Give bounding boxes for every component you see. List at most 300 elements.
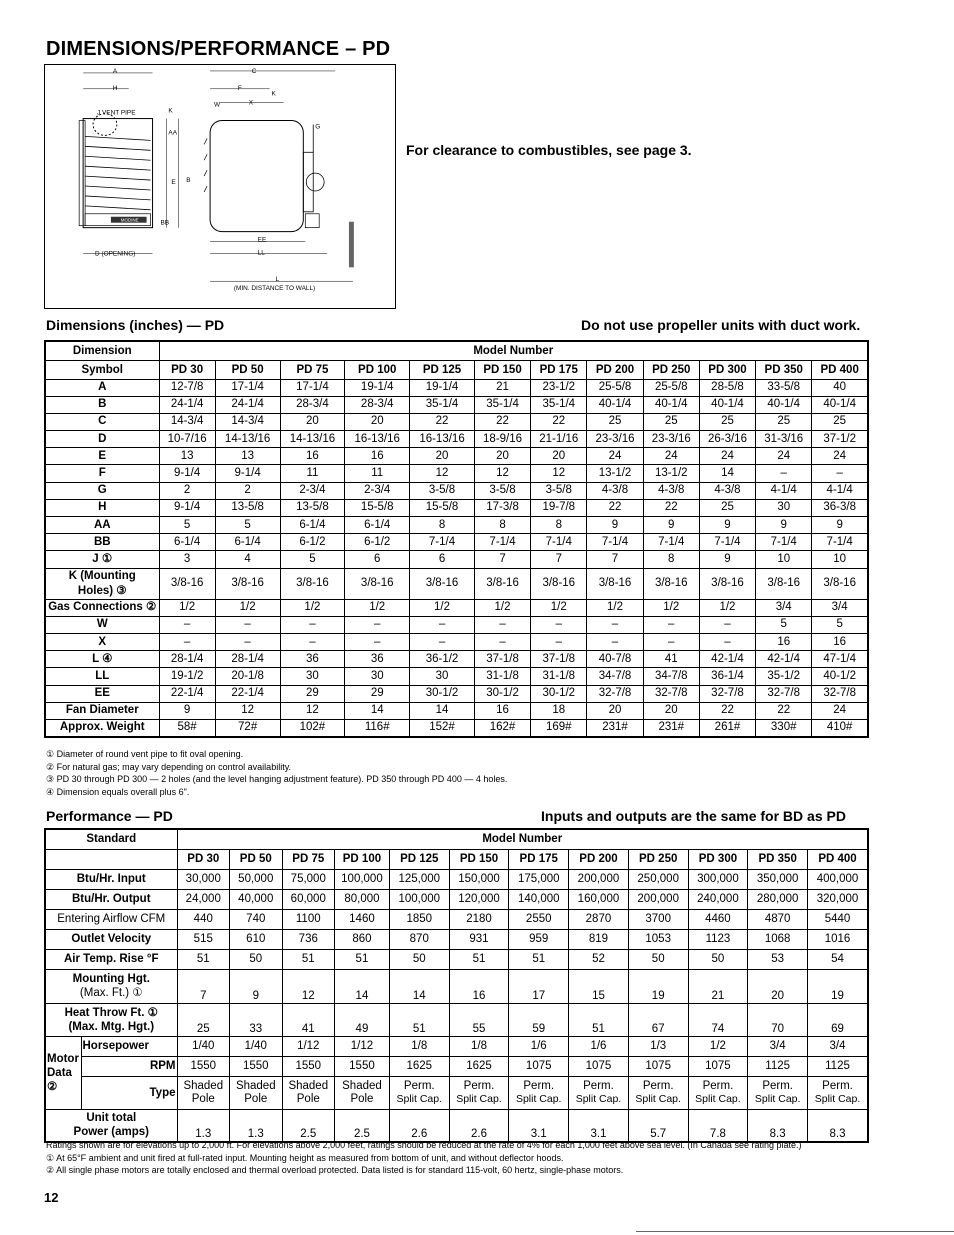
- table-cell: 40-7/8: [587, 651, 643, 668]
- table-cell: 20: [410, 448, 475, 465]
- table-cell: 4-1/4: [812, 482, 868, 499]
- perf-blank-head: [45, 849, 177, 869]
- dims-model-header: PD 250: [643, 360, 699, 379]
- table-cell: 14-13/16: [280, 431, 345, 448]
- row-label-line2: (Max. Mtg. Hgt.): [68, 1020, 155, 1033]
- table-cell: 860: [335, 929, 390, 949]
- table-cell: 3.1: [509, 1109, 569, 1142]
- table-cell: 3/4: [808, 1036, 868, 1056]
- row-label: BB: [45, 534, 159, 551]
- table-cell: 19: [808, 969, 868, 1003]
- table-row: [45, 448, 868, 465]
- table-cell: 13: [159, 448, 215, 465]
- table-cell: 13-5/8: [280, 499, 345, 516]
- table-cell: 40-1/2: [812, 668, 868, 685]
- table-cell: 24-1/4: [159, 396, 215, 413]
- row-label: [45, 949, 177, 969]
- table-cell: 59: [509, 1003, 569, 1036]
- type-line2: Split Cap.: [456, 1092, 502, 1105]
- table-row: [45, 568, 868, 599]
- table-cell: 400,000: [808, 869, 868, 889]
- table-cell: 1/2: [699, 599, 755, 616]
- type-line2: Split Cap.: [754, 1092, 801, 1105]
- table-cell: –: [531, 616, 587, 633]
- table-cell: 7-1/4: [410, 534, 475, 551]
- table-cell: 50: [230, 949, 283, 969]
- perf-heading-right: Inputs and outputs are the same for BD as PD: [541, 808, 846, 824]
- table-cell: 1/2: [215, 599, 280, 616]
- table-cell: –: [699, 616, 755, 633]
- table-cell: 32-7/8: [699, 685, 755, 702]
- perf-standard: Standard: [45, 829, 177, 849]
- table-cell: –: [474, 616, 530, 633]
- diagram-label-k2: K: [271, 90, 276, 98]
- table-cell: 51: [509, 949, 569, 969]
- row-label: A: [45, 379, 159, 396]
- table-cell: 1/40: [177, 1036, 230, 1056]
- table-cell: 7-1/4: [756, 534, 812, 551]
- table-cell: 959: [509, 929, 569, 949]
- table-cell: 72#: [215, 719, 280, 736]
- table-cell: 24: [587, 448, 643, 465]
- table-cell: 15: [569, 969, 629, 1003]
- row-label: J ①: [45, 551, 159, 568]
- table-cell: [389, 1076, 449, 1109]
- perf-model-header: PD 300: [688, 849, 748, 869]
- table-cell: 7-1/4: [474, 534, 530, 551]
- table-cell: 15-5/8: [345, 499, 410, 516]
- table-cell: 6-1/4: [215, 534, 280, 551]
- table-row: [45, 889, 868, 909]
- table-cell: 16: [812, 633, 868, 650]
- table-row: [45, 517, 868, 534]
- table-cell: 8: [410, 517, 475, 534]
- table-cell: 610: [230, 929, 283, 949]
- footnote: ④ Dimension equals overall plus 6".: [46, 786, 190, 797]
- row-label-line1: Mounting Hgt.: [72, 973, 150, 985]
- type-line1: Perm.: [523, 1079, 555, 1092]
- table-cell: 14-3/4: [215, 413, 280, 430]
- row-label-line1: Unit total: [86, 1112, 137, 1125]
- table-cell: 1625: [389, 1056, 449, 1076]
- table-cell: 2: [159, 482, 215, 499]
- diagram-label-min: (MIN. DISTANCE TO WALL): [233, 285, 316, 293]
- table-cell: 20-1/8: [215, 668, 280, 685]
- table-cell: 1.3: [230, 1109, 283, 1142]
- table-cell: 22-1/4: [215, 685, 280, 702]
- table-row: [45, 1036, 868, 1056]
- table-cell: 36: [280, 651, 345, 668]
- table-cell: 3/8-16: [159, 568, 215, 599]
- table-cell: 30-1/2: [410, 685, 475, 702]
- diagram-label-brand: MODINE: [120, 217, 139, 223]
- row-label: Fan Diameter: [45, 702, 159, 719]
- dims-model-header: PD 400: [812, 360, 868, 379]
- table-cell: 9: [756, 517, 812, 534]
- table-cell: 4-3/8: [587, 482, 643, 499]
- footnote: Ratings shown are for elevations up to 2,000 ft. For elevations above 2,000 feet, ratings should be reduced at the rate of 4% for each 1,000 feet above sea level. (In Canada see rating plate.): [46, 1140, 802, 1150]
- table-cell: 19-7/8: [531, 499, 587, 516]
- table-cell: 40-1/4: [587, 396, 643, 413]
- table-cell: 3/8-16: [812, 568, 868, 599]
- perf-model-header: PD 350: [748, 849, 808, 869]
- table-cell: 25: [699, 413, 755, 430]
- row-label-line2: Power (amps): [73, 1126, 149, 1139]
- diagram-label-g: G: [315, 123, 321, 131]
- type-line2: Pole: [350, 1092, 374, 1105]
- table-cell: 10: [812, 551, 868, 568]
- table-row: [45, 668, 868, 685]
- table-cell: 23-1/2: [531, 379, 587, 396]
- row-label-line1: Entering Airflow CFM: [57, 913, 166, 925]
- table-cell: –: [345, 633, 410, 650]
- table-cell: 51: [449, 949, 509, 969]
- table-cell: 21: [474, 379, 530, 396]
- row-label: Horsepower: [81, 1036, 177, 1056]
- table-cell: 1550: [335, 1056, 390, 1076]
- table-cell: 7-1/4: [587, 534, 643, 551]
- table-cell: 16: [345, 448, 410, 465]
- table-cell: 1/2: [474, 599, 530, 616]
- table-cell: 3/8-16: [280, 568, 345, 599]
- table-cell: [748, 1076, 808, 1109]
- table-cell: 36-1/2: [410, 651, 475, 668]
- table-cell: 3/8-16: [643, 568, 699, 599]
- table-cell: 1/12: [335, 1036, 390, 1056]
- table-cell: 22: [643, 499, 699, 516]
- row-label: E: [45, 448, 159, 465]
- type-line2: Split Cap.: [635, 1092, 681, 1105]
- row-label: B: [45, 396, 159, 413]
- table-row: [45, 379, 868, 396]
- table-row: [45, 413, 868, 430]
- table-cell: 9-1/4: [215, 465, 280, 482]
- table-cell: 4: [215, 551, 280, 568]
- table-cell: 12: [531, 465, 587, 482]
- table-cell: 52: [569, 949, 629, 969]
- row-label: Type: [81, 1076, 177, 1109]
- table-cell: 1550: [282, 1056, 335, 1076]
- footnote: ① Diameter of round vent pipe to fit oval opening.: [46, 749, 244, 759]
- row-label: D: [45, 431, 159, 448]
- table-cell: 320,000: [808, 889, 868, 909]
- table-cell: 14-13/16: [215, 431, 280, 448]
- dims-model-header: PD 30: [159, 360, 215, 379]
- table-cell: –: [215, 633, 280, 650]
- type-line2: Split Cap.: [575, 1092, 622, 1105]
- row-label: F: [45, 465, 159, 482]
- table-cell: 440: [177, 909, 230, 929]
- table-cell: 6-1/4: [280, 517, 345, 534]
- table-cell: 1460: [335, 909, 390, 929]
- table-cell: 150,000: [449, 869, 509, 889]
- table-cell: 40,000: [230, 889, 283, 909]
- table-cell: 17-3/8: [474, 499, 530, 516]
- table-cell: 160,000: [569, 889, 629, 909]
- table-cell: –: [474, 633, 530, 650]
- type-line2: Split Cap.: [695, 1092, 741, 1105]
- table-cell: 7.8: [688, 1109, 748, 1142]
- table-cell: 2180: [449, 909, 509, 929]
- table-cell: 67: [628, 1003, 688, 1036]
- table-cell: 31-1/8: [531, 668, 587, 685]
- table-cell: 22: [410, 413, 475, 430]
- table-cell: 5: [812, 616, 868, 633]
- table-cell: 17-1/4: [215, 379, 280, 396]
- table-cell: 47-1/4: [812, 651, 868, 668]
- table-cell: 6-1/2: [345, 534, 410, 551]
- table-cell: 1125: [748, 1056, 808, 1076]
- table-cell: 2-3/4: [280, 482, 345, 499]
- table-row: [45, 685, 868, 702]
- row-label: RPM: [81, 1056, 177, 1076]
- table-cell: 36: [345, 651, 410, 668]
- perf-model-header: PD 200: [569, 849, 629, 869]
- table-cell: 3-5/8: [410, 482, 475, 499]
- table-cell: 4870: [748, 909, 808, 929]
- footnote: ① At 65°F ambient and unit fired at full-rated input. Mounting height as measured from bottom of unit, and without deflector hoods.: [46, 1152, 564, 1163]
- diagram-label-ee: EE: [257, 236, 267, 244]
- table-cell: 50: [688, 949, 748, 969]
- diagram-label-d: D (OPENING): [95, 250, 136, 258]
- table-cell: 3-5/8: [531, 482, 587, 499]
- table-cell: 50: [389, 949, 449, 969]
- row-label: H: [45, 499, 159, 516]
- table-cell: 51: [389, 1003, 449, 1036]
- table-cell: 1/2: [345, 599, 410, 616]
- table-cell: 8.3: [808, 1109, 868, 1142]
- table-cell: 5.7: [628, 1109, 688, 1142]
- table-cell: 25: [756, 413, 812, 430]
- table-cell: 1075: [509, 1056, 569, 1076]
- table-cell: 53: [748, 949, 808, 969]
- table-cell: –: [531, 633, 587, 650]
- footnote: ② All single phase motors are totally enclosed and thermal overload protected. Data listed is for standard 115-volt, 60 hertz, single-phase motors.: [46, 1165, 624, 1175]
- table-cell: 51: [282, 949, 335, 969]
- table-cell: 17-1/4: [280, 379, 345, 396]
- table-cell: 3/8-16: [410, 568, 475, 599]
- table-cell: 30-1/2: [474, 685, 530, 702]
- table-cell: 3/8-16: [474, 568, 530, 599]
- row-label: AA: [45, 517, 159, 534]
- row-label: LL: [45, 668, 159, 685]
- table-row: [45, 551, 868, 568]
- table-cell: 14: [335, 969, 390, 1003]
- row-label: [45, 889, 177, 909]
- table-cell: 14-3/4: [159, 413, 215, 430]
- table-cell: 15-5/8: [410, 499, 475, 516]
- perf-model-header: PD 125: [389, 849, 449, 869]
- table-cell: 25-5/8: [587, 379, 643, 396]
- table-cell: 51: [569, 1003, 629, 1036]
- table-row: [45, 616, 868, 633]
- table-cell: 9-1/4: [159, 465, 215, 482]
- table-cell: 35-1/4: [474, 396, 530, 413]
- table-cell: 29: [345, 685, 410, 702]
- table-cell: 4-3/8: [643, 482, 699, 499]
- table-cell: –: [280, 616, 345, 633]
- table-cell: 1850: [389, 909, 449, 929]
- row-label: X: [45, 633, 159, 650]
- table-row: [45, 534, 868, 551]
- table-cell: 1/2: [280, 599, 345, 616]
- table-row: [45, 969, 868, 1003]
- table-cell: 2870: [569, 909, 629, 929]
- table-cell: 49: [335, 1003, 390, 1036]
- table-cell: 75,000: [282, 869, 335, 889]
- table-cell: 5: [280, 551, 345, 568]
- table-cell: 21: [688, 969, 748, 1003]
- type-line2: Pole: [296, 1092, 320, 1105]
- diagram-label-x: X: [248, 99, 254, 107]
- table-cell: 7-1/4: [531, 534, 587, 551]
- table-cell: 11: [280, 465, 345, 482]
- table-cell: 30: [756, 499, 812, 516]
- table-cell: 3/8-16: [345, 568, 410, 599]
- table-cell: 70: [748, 1003, 808, 1036]
- table-cell: 32-7/8: [587, 685, 643, 702]
- table-cell: 10: [756, 551, 812, 568]
- table-cell: 37-1/2: [812, 431, 868, 448]
- table-cell: [230, 1076, 283, 1109]
- table-cell: 1/2: [643, 599, 699, 616]
- row-label: K (Mounting Holes) ③: [45, 568, 159, 599]
- table-cell: 12: [474, 465, 530, 482]
- diagram-label-l: L: [275, 276, 280, 284]
- table-cell: 7: [177, 969, 230, 1003]
- perf-model-header: PD 150: [449, 849, 509, 869]
- table-cell: 22: [756, 702, 812, 719]
- table-cell: 1/2: [531, 599, 587, 616]
- table-cell: –: [643, 616, 699, 633]
- table-cell: 34-7/8: [587, 668, 643, 685]
- type-line1: Shaded: [342, 1079, 382, 1092]
- table-cell: 20: [474, 448, 530, 465]
- performance-table: [44, 828, 869, 1143]
- table-cell: 3700: [628, 909, 688, 929]
- table-cell: 3/4: [812, 599, 868, 616]
- table-cell: 60,000: [282, 889, 335, 909]
- table-cell: 8: [531, 517, 587, 534]
- table-cell: [335, 1076, 390, 1109]
- table-cell: 3/4: [748, 1036, 808, 1056]
- table-cell: 2: [215, 482, 280, 499]
- table-cell: 16: [474, 702, 530, 719]
- dims-model-header: PD 75: [280, 360, 345, 379]
- row-label-line2: (Max. Ft.) ①: [79, 987, 143, 999]
- table-cell: [688, 1076, 748, 1109]
- page-number: 12: [44, 1190, 59, 1205]
- row-label-line1: Btu/Hr. Input: [76, 873, 146, 885]
- table-cell: 7: [474, 551, 530, 568]
- table-cell: 24,000: [177, 889, 230, 909]
- table-cell: 22: [531, 413, 587, 430]
- table-cell: 175,000: [509, 869, 569, 889]
- table-cell: 5: [756, 616, 812, 633]
- table-cell: 35-1/2: [756, 668, 812, 685]
- table-cell: 24: [756, 448, 812, 465]
- table-cell: 2.6: [449, 1109, 509, 1142]
- perf-model-header: PD 100: [335, 849, 390, 869]
- diagram-label-k1: K: [168, 107, 173, 115]
- table-cell: 28-3/4: [345, 396, 410, 413]
- table-cell: 7-1/4: [643, 534, 699, 551]
- table-cell: 169#: [531, 719, 587, 736]
- dims-heading: Dimensions (inches) — PD: [46, 317, 225, 333]
- table-cell: 20: [748, 969, 808, 1003]
- table-row: [45, 1076, 868, 1109]
- table-cell: 18-9/16: [474, 431, 530, 448]
- table-cell: 13-5/8: [215, 499, 280, 516]
- table-cell: 40-1/4: [699, 396, 755, 413]
- table-cell: 13-1/2: [587, 465, 643, 482]
- table-cell: 14: [389, 969, 449, 1003]
- dims-model-header: PD 175: [531, 360, 587, 379]
- table-cell: 20: [531, 448, 587, 465]
- dims-model-header: PD 100: [345, 360, 410, 379]
- diagram-label-aa: AA: [168, 129, 178, 137]
- table-cell: 1125: [808, 1056, 868, 1076]
- table-cell: 2-3/4: [345, 482, 410, 499]
- table-cell: 33: [230, 1003, 283, 1036]
- table-cell: 33-5/8: [756, 379, 812, 396]
- dims-col-symbol: Symbol: [45, 360, 159, 379]
- table-cell: 9: [812, 517, 868, 534]
- row-label: [45, 909, 177, 929]
- table-cell: 50: [628, 949, 688, 969]
- table-cell: 6-1/4: [345, 517, 410, 534]
- table-cell: 28-5/8: [699, 379, 755, 396]
- table-cell: 24: [699, 448, 755, 465]
- type-line1: Perm.: [702, 1079, 734, 1092]
- dims-model-header: PD 200: [587, 360, 643, 379]
- table-cell: 9-1/4: [159, 499, 215, 516]
- diagram-label-c: C: [251, 67, 257, 75]
- table-cell: 1.3: [177, 1109, 230, 1142]
- dims-model-header: PD 300: [699, 360, 755, 379]
- table-cell: 1625: [449, 1056, 509, 1076]
- table-cell: 1/8: [449, 1036, 509, 1056]
- table-cell: [282, 1076, 335, 1109]
- table-cell: 120,000: [449, 889, 509, 909]
- table-cell: 9: [230, 969, 283, 1003]
- type-line1: Shaded: [235, 1079, 276, 1092]
- table-cell: 21-1/16: [531, 431, 587, 448]
- table-cell: 250,000: [628, 869, 688, 889]
- row-label: L ④: [45, 651, 159, 668]
- footnote: ② For natural gas; may vary depending on control availability.: [46, 761, 292, 772]
- table-row: [45, 599, 868, 616]
- table-cell: 36-3/8: [812, 499, 868, 516]
- row-label: W: [45, 616, 159, 633]
- table-cell: 29: [280, 685, 345, 702]
- table-cell: 2.6: [389, 1109, 449, 1142]
- table-row: [45, 499, 868, 516]
- dimensions-table: [44, 340, 869, 738]
- table-cell: 12: [280, 702, 345, 719]
- table-cell: 41: [643, 651, 699, 668]
- table-cell: 32-7/8: [643, 685, 699, 702]
- table-cell: 80,000: [335, 889, 390, 909]
- table-cell: 515: [177, 929, 230, 949]
- table-row: [45, 949, 868, 969]
- table-cell: 125,000: [389, 869, 449, 889]
- table-cell: 8: [474, 517, 530, 534]
- table-cell: 12: [215, 702, 280, 719]
- table-cell: 3-5/8: [474, 482, 530, 499]
- table-cell: [449, 1076, 509, 1109]
- table-cell: 350,000: [748, 869, 808, 889]
